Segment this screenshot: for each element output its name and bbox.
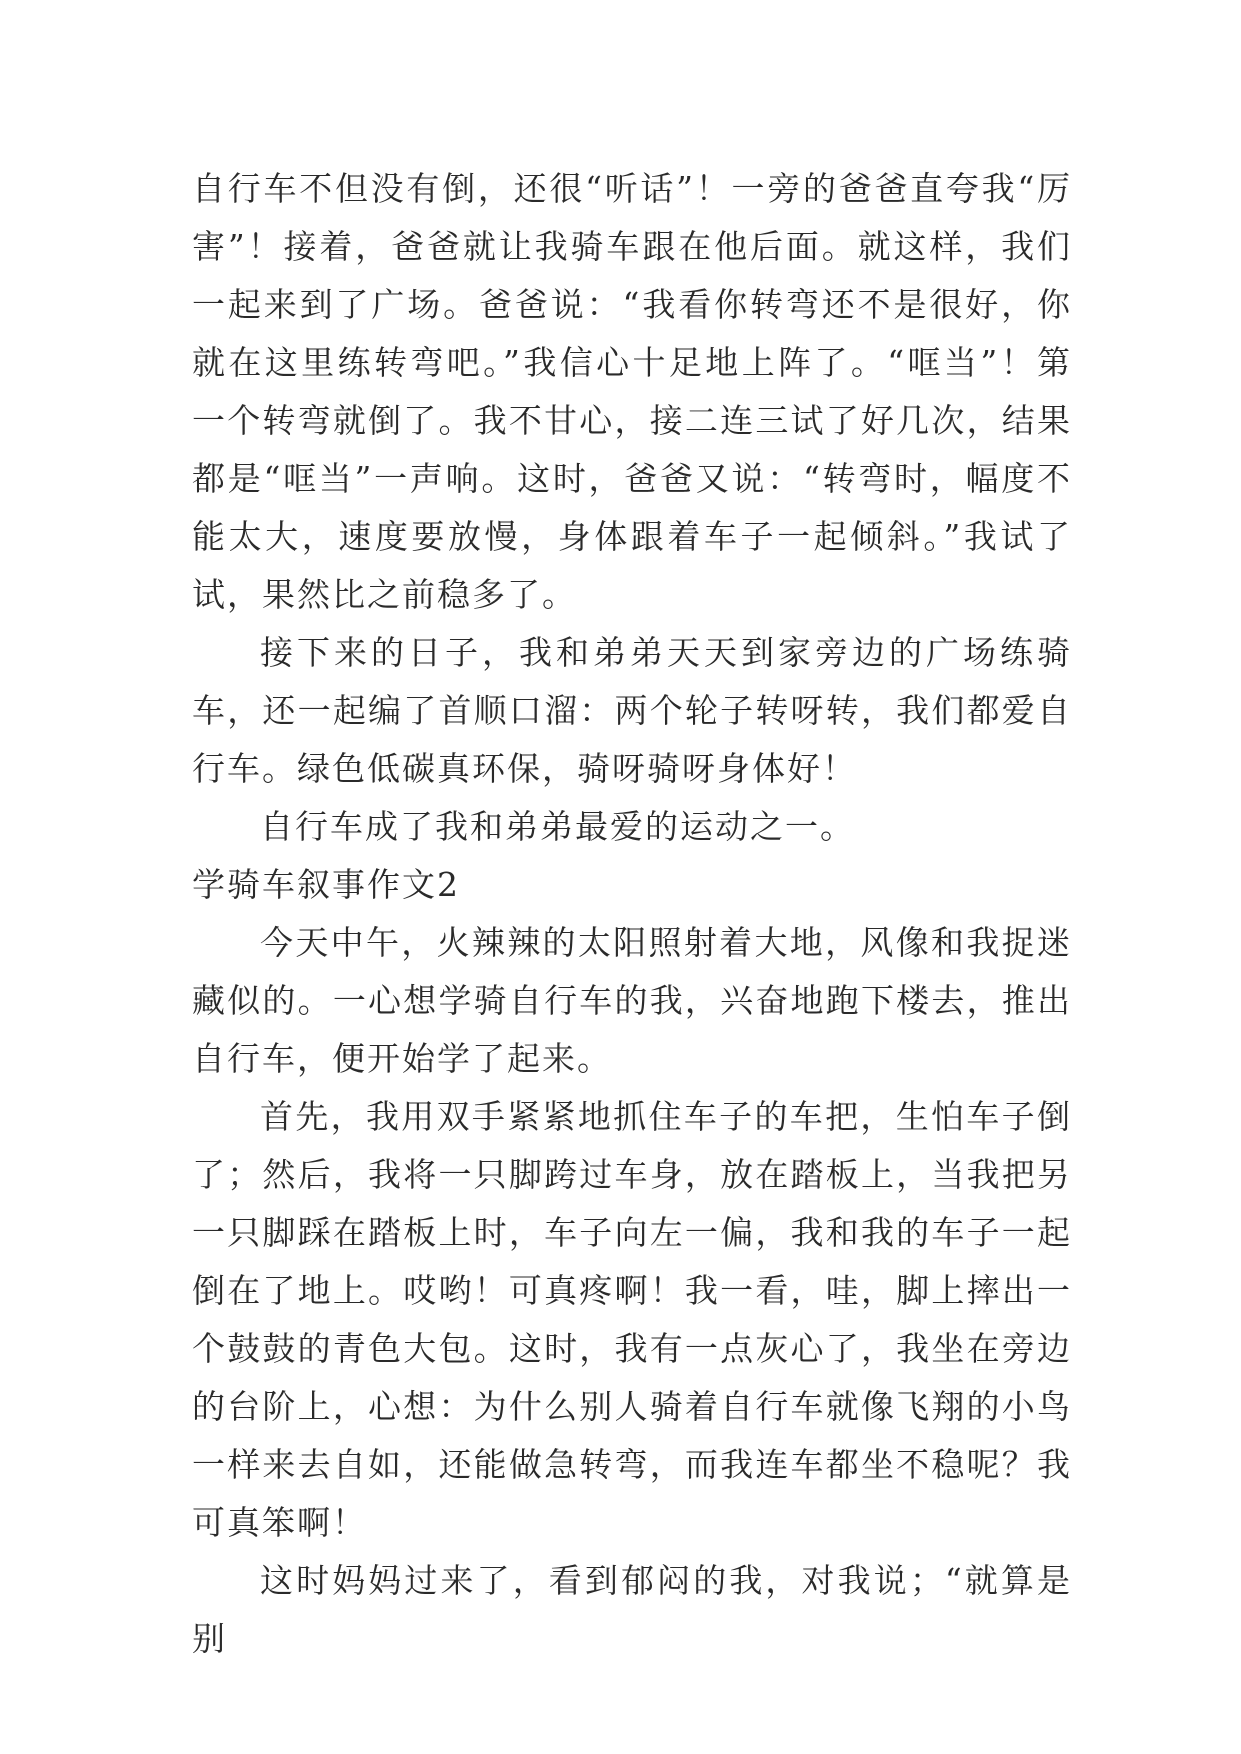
paragraph-2: 接下来的日子，我和弟弟天天到家旁边的广场练骑车，还一起编了首顺口溜：两个轮子转呀转，我们都爱自行车。绿色低碳真环保，骑呀骑呀身体好！ bbox=[192, 633, 1072, 788]
paragraph-6: 这时妈妈过来了，看到郁闷的我，对我说；“就算是别 bbox=[192, 1561, 1072, 1658]
paragraph-1: 自行车不但没有倒，还很“听话”！一旁的爸爸直夸我“厉害”！接着，爸爸就让我骑车跟在他后面。就这样，我们一起来到了广场。爸爸说：“我看你转弯还不是很好，你就在这里练转弯吧。”我信心十足地上阵了。“哐当”！第一个转弯就倒了。我不甘心，接二连三试了好几次，结果都是“哐当”一声响。这时，爸爸又说：“转弯时，幅度不能太大，速度要放慢，身体跟着车子一起倾斜。”我试了试，果然比之前稳多了。 bbox=[192, 169, 1072, 614]
paragraph-4: 今天中午，火辣辣的太阳照射着大地，风像和我捉迷藏似的。一心想学骑自行车的我，兴奋地跑下楼去，推出自行车，便开始学了起来。 bbox=[192, 923, 1072, 1078]
paragraph-3: 自行车成了我和弟弟最爱的运动之一。 bbox=[260, 807, 855, 846]
paragraph-5: 首先，我用双手紧紧地抓住车子的车把，生怕车子倒了；然后，我将一只脚跨过车身，放在踏板上，当我把另一只脚踩在踏板上时，车子向左一偏，我和我的车子一起倒在了地上。哎哟！可真疼啊！我一看，哇，脚上摔出一个鼓鼓的青色大包。这时，我有一点灰心了，我坐在旁边的台阶上，心想：为什么别人骑着自行车就像飞翔的小鸟一样来去自如，还能做急转弯，而我连车都坐不稳呢？我可真笨啊！ bbox=[192, 1097, 1072, 1542]
section-heading: 学骑车叙事作文2 bbox=[192, 865, 460, 904]
document-body bbox=[192, 160, 1072, 1668]
